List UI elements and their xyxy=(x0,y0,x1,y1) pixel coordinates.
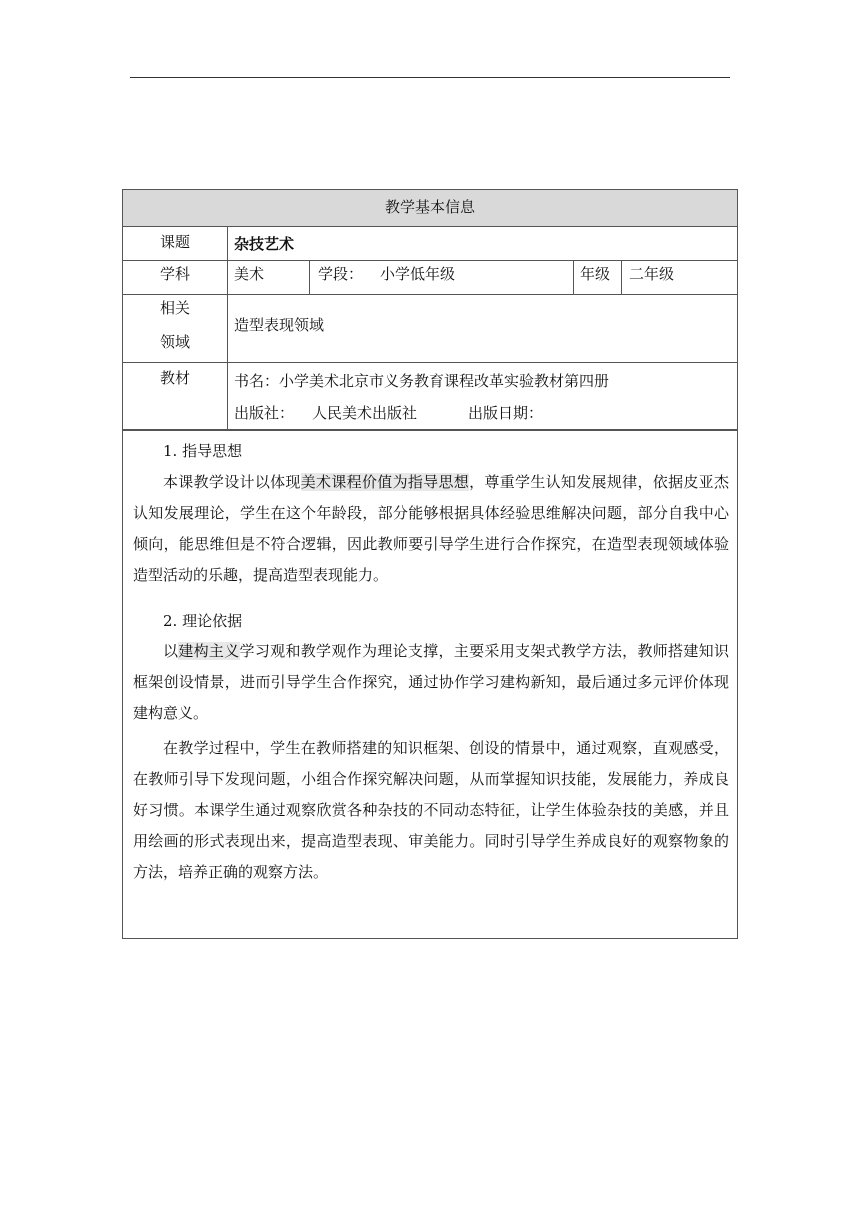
highlight-constructivism: 建构主义 xyxy=(178,642,240,660)
table-header-row xyxy=(123,190,737,227)
section-2-paragraph-2: 在教学过程中，学生在教师搭建的知识框架、创设的情景中，通过观察，直观感受，在教师引导下发现问题，小组合作探究解决问题，从而掌握知识技能，发展能力，养成良好习惯。本课学生通过观察欣赏各种杂技的不同动态特征，让学生体验杂技的美感，并且用绘画的形式表现出来，提高造型表现、审美能力。同时引导学生养成良好的观察物象的方法，培养正确的观察方法。 xyxy=(133,739,729,881)
subject-row xyxy=(123,260,737,295)
section-2-paragraph-1: 以建构主义学习观和教学观作为理论支撑，主要采用支架式教学方法，教师搭建知识框架创设情景，进而引导学生合作探究，通过协作学习建构新知，最后通过多元评价体现建构意义。 xyxy=(133,642,729,722)
section-1-heading: 1. 指导思想 xyxy=(163,442,243,460)
domain-label-line1: 相关 xyxy=(159,299,190,317)
domain-value: 造型表现领域 xyxy=(234,316,325,334)
header-rule xyxy=(130,77,730,78)
grade-label: 年级 xyxy=(580,265,611,283)
topic-row xyxy=(123,226,737,261)
topic-label: 课题 xyxy=(159,233,190,251)
domain-label-line2: 领域 xyxy=(159,333,190,351)
stage-label: 学段： xyxy=(318,265,364,283)
domain-row xyxy=(123,294,737,363)
highlight-guiding-idea: 美术课程价值为指导思想 xyxy=(300,473,470,491)
textbook-book: 书名：小学美术北京市义务教育课程改革实验教材第四册 xyxy=(234,372,610,390)
textbook-publisher: 人民美术出版社 xyxy=(312,404,418,422)
textbook-label: 教材 xyxy=(159,369,190,387)
stage-value: 小学低年级 xyxy=(380,265,456,283)
section-2-heading: 2. 理论依据 xyxy=(163,612,243,630)
subject-label: 学科 xyxy=(159,265,190,283)
subject-value: 美术 xyxy=(234,265,265,283)
topic-value: 杂技艺术 xyxy=(234,235,295,253)
textbook-row xyxy=(123,362,737,431)
textbook-publisher-label: 出版社： xyxy=(234,404,295,422)
textbook-date-label: 出版日期： xyxy=(468,404,544,422)
lesson-info-table xyxy=(122,189,738,939)
grade-value: 二年级 xyxy=(629,265,675,283)
table-header-title: 教学基本信息 xyxy=(384,198,475,216)
section-1-paragraph: 本课教学设计以体现美术课程价值为指导思想，尊重学生认知发展规律，依据皮亚杰认知发展理论，学生在这个年龄段，部分能够根据具体经验思维解决问题，部分自我中心倾向，能思维但是不符合逻辑，因此教师要引导学生进行合作探究，在造型表现领域体验造型活动的乐趣，提高造型表现能力。 xyxy=(133,473,729,584)
